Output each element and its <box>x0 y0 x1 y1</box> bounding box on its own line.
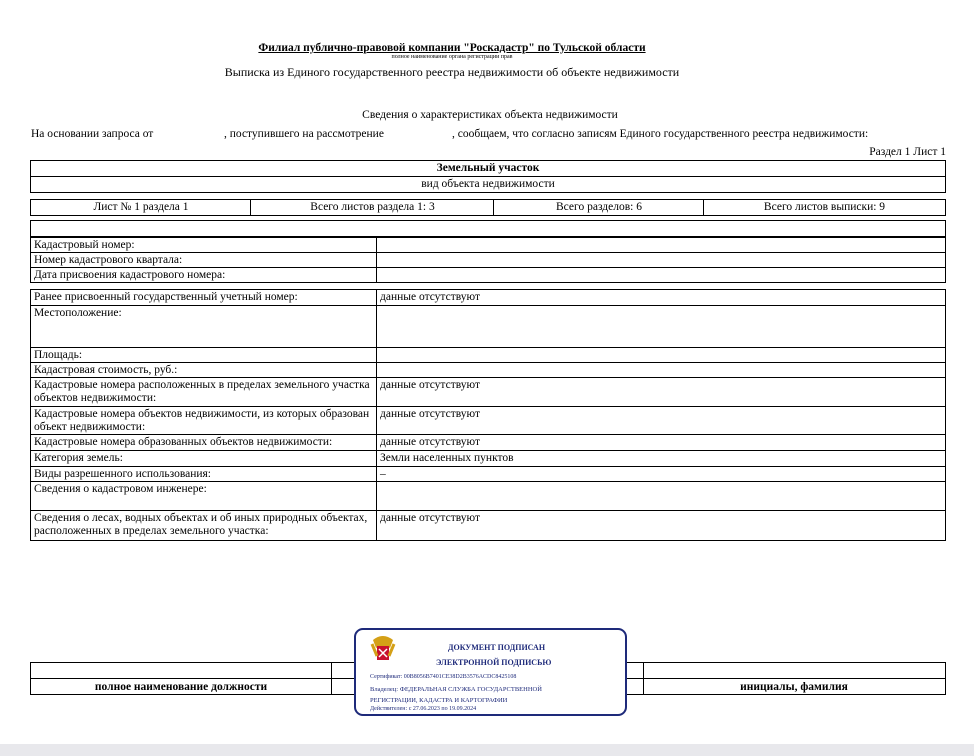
row-value: данные отсутствуют <box>380 379 480 391</box>
stamp-owner-cont: РЕГИСТРАЦИИ, КАДАСТРА И КАРТОГРАФИИ <box>370 697 508 704</box>
table-row <box>30 347 946 363</box>
table-row <box>30 466 946 482</box>
basis-text-1: На основании запроса от <box>31 128 154 140</box>
table-row <box>30 252 946 268</box>
extract-title: Выписка из Единого государственного реестра недвижимости об объекте недвижимости <box>224 65 680 79</box>
stamp-line2: ЭЛЕКТРОННОЙ ПОДПИСЬЮ <box>436 658 552 667</box>
basis-text-2: , поступившего на рассмотрение <box>224 128 384 140</box>
row-label: Кадастровые номера образованных объектов недвижимости: <box>34 436 333 448</box>
row-value <box>377 482 945 484</box>
sheet-info-cell: Лист № 1 раздела 1 <box>93 201 189 213</box>
table-row <box>30 362 946 378</box>
row-label: Кадастровый номер: <box>34 239 135 251</box>
table-row <box>30 289 946 306</box>
stamp-validity: Действителен: с 27.06.2023 по 19.09.2024 <box>370 706 477 712</box>
sheet-ref: Раздел 1 Лист 1 <box>869 146 946 158</box>
stamp-certificate: Сертификат: 00B8056B7401CE38D2B3576ACDC8425108 <box>370 674 517 680</box>
row-label: Сведения о лесах, водных объектах и об иных природных объектах, расположенных в пределах земельного участка: <box>34 512 368 537</box>
object-type-caption: вид объекта недвижимости <box>421 178 555 190</box>
row-value <box>377 306 945 308</box>
table-row <box>30 406 946 435</box>
row-label: Виды разрешенного использования: <box>34 468 211 480</box>
section-title: Сведения о характеристиках объекта недвижимости <box>362 109 618 121</box>
row-label: Кадастровая стоимость, руб.: <box>34 364 178 376</box>
row-value <box>377 268 945 270</box>
viewer-bottom-bar <box>0 744 974 756</box>
row-value: данные отсутствуют <box>380 436 480 448</box>
table-row <box>30 434 946 451</box>
row-label: Кадастровые номера объектов недвижимости, из которых образован объект недвижимости: <box>34 408 370 433</box>
table-row <box>30 510 946 541</box>
row-label: Категория земель: <box>34 452 123 464</box>
row-value <box>377 238 945 240</box>
row-value: данные отсутствуют <box>380 408 480 420</box>
row-label: Ранее присвоенный государственный учетный номер: <box>34 291 298 303</box>
row-label: Номер кадастрового квартала: <box>34 254 183 266</box>
table-row <box>30 481 946 511</box>
row-value: Земли населенных пунктов <box>380 452 514 464</box>
electronic-signature-stamp <box>354 628 627 716</box>
row-value: – <box>380 468 386 480</box>
table-row <box>30 267 946 283</box>
row-value <box>377 363 945 365</box>
org-name: Филиал публично-правовой компании "Роскадастр" по Тульской области <box>258 42 646 54</box>
row-label: Сведения о кадастровом инженере: <box>34 483 207 495</box>
position-caption: полное наименование должности <box>94 681 268 693</box>
sheet-info-row <box>30 199 946 216</box>
table-row <box>30 305 946 348</box>
row-value: данные отсутствуют <box>380 512 480 524</box>
table-row <box>30 237 946 253</box>
sheet-info-cell: Всего разделов: 6 <box>556 201 642 213</box>
name-caption: инициалы, фамилия <box>740 681 848 693</box>
row-label: Площадь: <box>34 349 83 361</box>
stamp-line1: ДОКУМЕНТ ПОДПИСАН <box>448 643 546 652</box>
table-row <box>30 377 946 407</box>
basis-text-3: , сообщаем, что согласно записям Единого государственного реестра недвижимости: <box>452 128 869 140</box>
row-value: данные отсутствуют <box>380 291 480 303</box>
stamp-owner: Владелец: ФЕДЕРАЛЬНАЯ СЛУЖБА ГОСУДАРСТВЕННОЙ <box>370 686 542 693</box>
row-value <box>377 348 945 350</box>
row-label: Дата присвоения кадастрового номера: <box>34 269 226 281</box>
table-row <box>30 450 946 467</box>
row-label: Кадастровые номера расположенных в пределах земельного участка объектов недвижимости: <box>34 379 370 404</box>
emblem-icon <box>370 634 396 664</box>
object-type: Земельный участок <box>436 162 540 174</box>
sheet-info-cell: Всего листов выписки: 9 <box>763 201 886 213</box>
row-label: Местоположение: <box>34 307 122 319</box>
sheet-info-cell: Всего листов раздела 1: 3 <box>310 201 435 213</box>
row-value <box>377 253 945 255</box>
org-caption: полное наименование органа регистрации прав <box>391 54 513 60</box>
